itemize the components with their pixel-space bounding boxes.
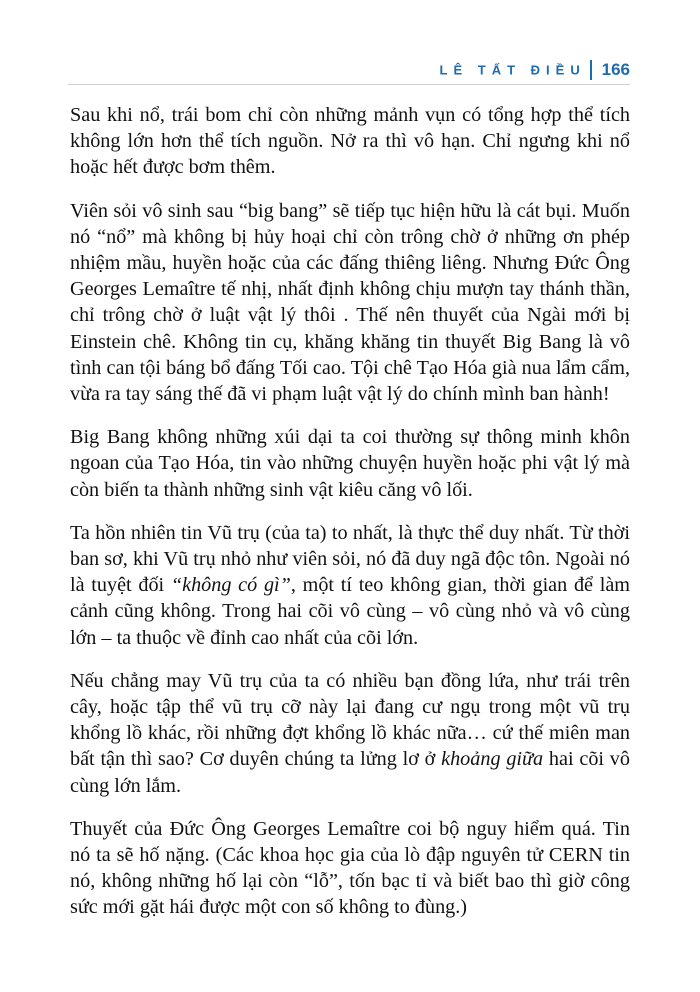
paragraph-text: Big Bang không những xúi dại ta coi thường sự thông minh khôn ngoan của Tạo Hóa, tin vào những chuyện huyền hoặc phi vật lý mà còn biến ta thành những sinh vật kiêu căng vô lối.	[70, 426, 630, 501]
paragraph-text: hai cõi vô cùng lớn lắm.	[70, 748, 630, 797]
paragraph-text: , một tí teo không gian, thời gian để làm cảnh cũng không. Trong hai cõi vô cùng – vô cùng nhỏ và vô cùng lớn – ta thuộc về đỉnh cao nhất của cõi lớn.	[70, 574, 630, 649]
paragraph-6	[70, 816, 630, 921]
header-separator	[590, 60, 592, 80]
author-name: LÊ TẤT ĐIỀU	[439, 62, 586, 78]
italic-phrase: “không có gì”	[170, 574, 291, 597]
paragraph-5	[70, 668, 630, 799]
running-header	[68, 60, 630, 85]
body-text	[70, 102, 630, 938]
paragraph-3	[70, 424, 630, 503]
paragraph-text: Nếu chẳng may Vũ trụ của ta có nhiều bạn đồng lứa, như trái trên cây, hoặc tập thể vũ trụ cỡ này lại đang cư ngụ trong một vũ trụ khổng lồ khác, rồi những đợt khổng lồ khác nữa… cứ thế miên man bất tận thì sao? Cơ duyên chúng ta lửng lơ ở	[70, 669, 630, 771]
paragraph-text: Ta hồn nhiên tin Vũ trụ (của ta) to nhất, là thực thể duy nhất. Từ thời ban sơ, khi Vũ trụ nhỏ như viên sỏi, nó đã duy ngã độc tôn. Ngoài nó là tuyệt đối	[70, 521, 630, 597]
paragraph-4	[70, 520, 630, 651]
paragraph-text: Thuyết của Đức Ông Georges Lemaître coi bộ nguy hiểm quá. Tin nó ta sẽ hố nặng. (Các khoa học gia của lò đập nguyên tử CERN tin nó, không những hố lại còn “lỗ”, tốn bạc tỉ và biết bao thì giờ công sức mới gặt hái được một con số không to đùng.)	[70, 817, 630, 919]
page-number: 166	[601, 60, 630, 79]
paragraph-text: Sau khi nổ, trái bom chỉ còn những mảnh vụn có tổng hợp thể tích không lớn hơn thể tích nguồn. Nở ra thì vô hạn. Chỉ ngưng khi nổ hoặc hết được bơm thêm.	[70, 104, 630, 179]
italic-phrase: khoảng giữa	[441, 748, 544, 771]
paragraph-2	[70, 198, 630, 408]
paragraph-text: Viên sỏi vô sinh sau “big bang” sẽ tiếp tục hiện hữu là cát bụi. Muốn nó “nổ” mà không bị hủy hoại chỉ còn trông chờ ở những ơn phép nhiệm mầu, huyền hoặc của các đấng thiêng liêng. Nhưng Đức Ông Georges Lemaître tế nhị, nhất định không chịu mượn tay thánh thần, chỉ trông chờ ở luật vật lý thôi . Thế nên thuyết của Ngài mới bị Einstein chê. Không tin cụ, khăng khăng tin thuyết Big Bang là vô tình can tội báng bổ đấng Tối cao. Tội chê Tạo Hóa già nua lẩm cẩm, vừa ra tay sáng thế đã vi phạm luật vật lý do chính mình ban hành!	[70, 199, 630, 406]
paragraph-1	[70, 102, 630, 181]
